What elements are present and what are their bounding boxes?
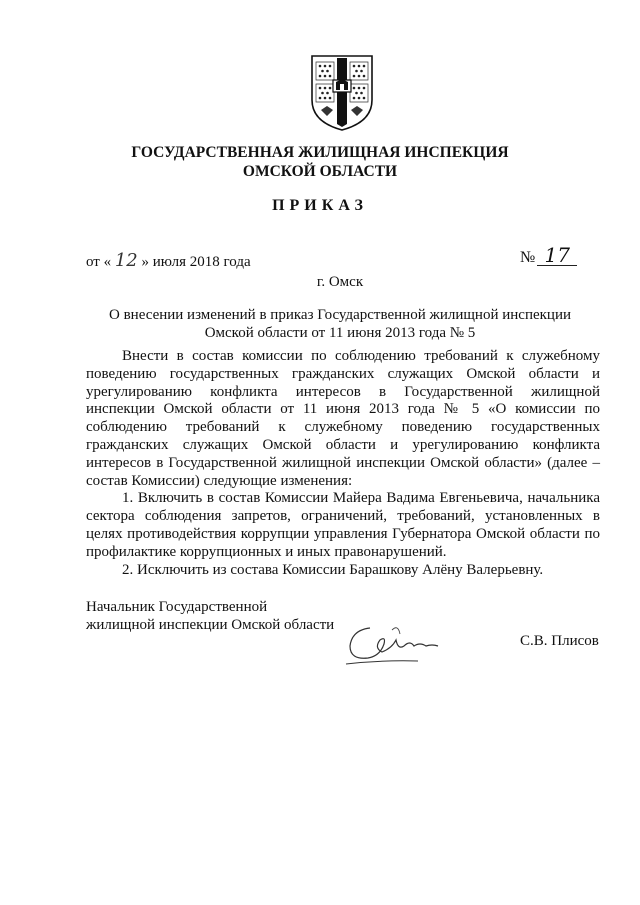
omsk-coat-of-arms-icon (307, 52, 377, 132)
body-item-2: 2. Исключить из состава Комиссии Барашкову Алёну Валерьевну. (122, 561, 544, 578)
body-item-1: 1. Включить в состав Комиссии Майера Вадима Евгеньевича, начальника сектора соблюдения запретов, ограничений, требований, установленных в целях противодействия коррупции управления Губернатора Омской области по профилактике коррупционных и иных правонарушений. (86, 490, 600, 560)
document-date (86, 250, 251, 271)
document-subject (0, 306, 640, 342)
organization-name-line1: ГОСУДАРСТВЕННАЯ ЖИЛИЩНАЯ ИНСПЕКЦИЯ (131, 144, 509, 161)
signatory-position-line1: Начальник Государственной (86, 599, 268, 615)
body-intro-paragraph: Внести в состав комиссии по соблюдению требований к служебному поведению государственных гражданских служащих Омской области и урегулированию конфликта интересов в Государственной жилищной инспекции Омской области от 11 июня 2013 года № 5 «О комиссии по соблюдению требований к служебному поведению государственных гражданских служащих Омской области и урегулированию конфликта интересов в Государственной жилищной инспекции Омской области» (далее – состав Комиссии) следующие изменения: (86, 348, 600, 489)
date-suffix: » июля 2018 года (141, 254, 251, 270)
signatory-position-line2: жилищной инспекции Омской области (86, 617, 335, 633)
document-number (520, 245, 577, 267)
document-body (86, 348, 600, 579)
signatory-name: С.В. Плисов (520, 633, 599, 649)
number-value-handwritten: 17 (537, 245, 577, 266)
document-city: г. Омск (316, 274, 364, 290)
date-day-handwritten: 12 (114, 250, 138, 271)
handwritten-signature (340, 620, 460, 670)
document-type-title: ПРИКАЗ (272, 197, 368, 214)
subject-line1: О внесении изменений в приказ Государственной жилищной инспекции (109, 307, 571, 323)
signatory-position (86, 598, 334, 634)
organization-name-line2: ОМСКОЙ ОБЛАСТИ (242, 163, 398, 180)
date-prefix: от « (86, 254, 112, 270)
subject-line2: Омской области от 11 июня 2013 года № 5 (204, 325, 476, 341)
number-label: № (520, 249, 536, 266)
